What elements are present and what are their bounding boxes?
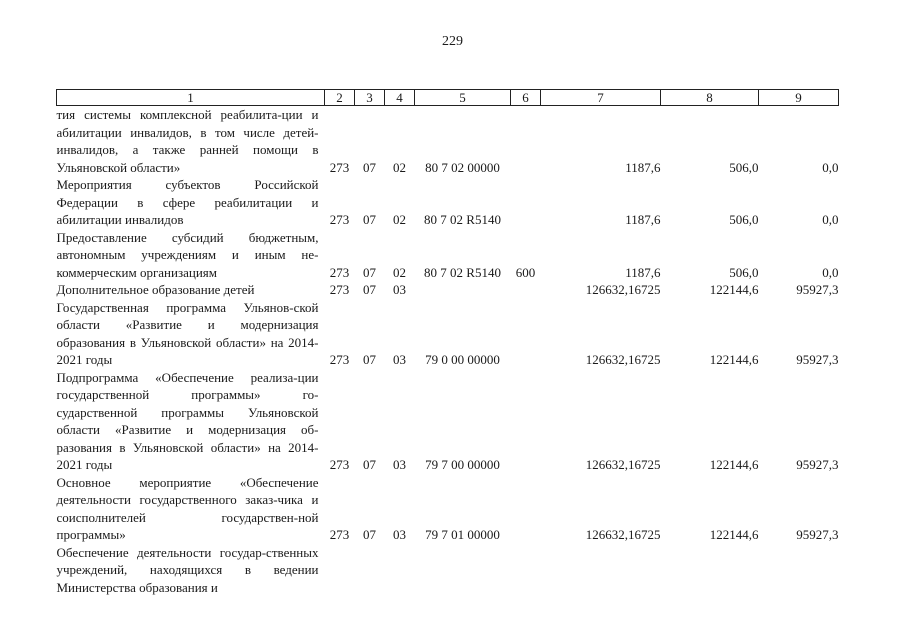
row-subsection-cell: 03 — [393, 527, 406, 542]
column-header: 4 — [385, 90, 415, 106]
column-header: 2 — [325, 90, 355, 106]
row-subsection-cell: 02 — [393, 264, 406, 280]
table-row — [57, 281, 839, 299]
row-subsection-cell — [385, 544, 415, 597]
row-amount-cell: 95927,3 — [796, 282, 839, 297]
row-expense-type-cell — [511, 281, 541, 299]
row-target-article-cell — [415, 544, 511, 597]
row-target-article-cell: 79 7 00 00000 — [425, 457, 500, 472]
row-amount-cell: 95927,3 — [796, 527, 839, 542]
row-section-cell: 07 — [363, 527, 376, 542]
table-header-row — [57, 90, 839, 106]
table-row — [57, 474, 839, 544]
column-header: 9 — [759, 90, 839, 106]
column-header: 7 — [541, 90, 661, 106]
row-name-cell: Мероприятия субъектов Российской Федерации в сфере реабилитации и абилитации инвалидов — [56, 177, 319, 227]
row-amount-cell: 0,0 — [822, 159, 839, 175]
row-code-cell: 273 — [329, 264, 350, 280]
row-expense-type-cell — [511, 106, 541, 177]
table-body — [57, 106, 839, 597]
row-name-cell: тия системы комплексной реабилита-ции и абилитации инвалидов, в том числе детей-инвалидов, а также ранней помощи в Ульяновской области» — [56, 107, 319, 175]
row-name-cell: Государственная программа Ульянов-ской области «Развитие и модернизация образования в Ульяновской области» на 2014-2021 годы — [56, 299, 319, 367]
row-amount-cell: 95927,3 — [796, 352, 839, 367]
table-row — [57, 229, 839, 282]
row-amount-cell: 1187,6 — [625, 159, 661, 175]
row-code-cell: 273 — [329, 527, 350, 542]
table-row — [57, 176, 839, 229]
row-expense-type-cell — [511, 299, 541, 369]
row-target-article-cell: 80 7 02 R5140 — [424, 212, 501, 227]
column-header: 6 — [511, 90, 541, 106]
page-number: 229 — [442, 34, 463, 49]
column-header: 8 — [661, 90, 759, 106]
row-section-cell: 07 — [363, 352, 376, 367]
row-target-article-cell: 80 7 02 00000 — [425, 159, 500, 175]
row-amount-cell — [759, 544, 839, 597]
row-amount-cell: 1187,6 — [625, 212, 661, 227]
row-target-article-cell — [415, 281, 511, 299]
row-name-cell: Обеспечение деятельности государ-ственных учреждений, находящихся в ведении Министерства образования и — [56, 544, 319, 595]
row-section-cell — [355, 544, 385, 597]
row-amount-cell: 95927,3 — [796, 457, 839, 472]
table-row — [57, 299, 839, 369]
row-code-cell — [325, 544, 355, 597]
row-target-article-cell: 80 7 02 R5140 — [424, 264, 501, 280]
row-expense-type-cell — [511, 474, 541, 544]
row-amount-cell: 126632,16725 — [585, 282, 661, 297]
row-amount-cell: 126632,16725 — [585, 527, 661, 542]
row-expense-type-cell — [511, 544, 541, 597]
row-amount-cell — [661, 544, 759, 597]
row-code-cell: 273 — [329, 159, 350, 175]
column-header: 5 — [415, 90, 511, 106]
row-name-cell: Основное мероприятие «Обеспечение деятельности государственного заказ-чика и соисполнителей государствен-ной программы» — [56, 474, 319, 542]
column-header: 3 — [355, 90, 385, 106]
row-name-cell: Подпрограмма «Обеспечение реализа-ции государственной программы» го-сударственной программы Ульяновской области «Развитие и модернизация об-разования в Ульяновской области» на 2014-2021 годы — [56, 369, 319, 472]
row-section-cell: 07 — [363, 212, 376, 227]
row-amount-cell — [541, 544, 661, 597]
row-amount-cell: 122144,6 — [709, 527, 759, 542]
row-amount-cell: 122144,6 — [709, 282, 759, 297]
row-section-cell: 07 — [363, 159, 376, 175]
row-amount-cell: 1187,6 — [625, 264, 661, 280]
row-amount-cell: 126632,16725 — [585, 457, 661, 472]
row-code-cell: 273 — [329, 282, 350, 297]
budget-table — [56, 89, 839, 596]
row-section-cell: 07 — [363, 264, 376, 280]
row-code-cell: 273 — [329, 212, 350, 227]
row-section-cell: 07 — [363, 282, 376, 297]
row-expense-type-cell — [511, 369, 541, 474]
row-amount-cell: 122144,6 — [709, 457, 759, 472]
table-row — [57, 106, 839, 177]
row-amount-cell: 0,0 — [822, 264, 839, 280]
row-amount-cell: 506,0 — [729, 212, 759, 227]
row-section-cell: 07 — [363, 457, 376, 472]
row-subsection-cell: 03 — [393, 282, 406, 297]
row-subsection-cell: 02 — [393, 212, 406, 227]
row-name-cell: Предоставление субсидий бюджетным, автономным учреждениям и иным не-коммерческим организациям — [56, 229, 319, 280]
row-amount-cell: 126632,16725 — [585, 352, 661, 367]
row-code-cell: 273 — [329, 352, 350, 367]
row-name-cell: Дополнительное образование детей — [56, 282, 255, 297]
table-row — [57, 544, 839, 597]
row-amount-cell: 506,0 — [729, 159, 759, 175]
column-header: 1 — [57, 90, 325, 106]
row-target-article-cell: 79 0 00 00000 — [425, 352, 500, 367]
row-subsection-cell: 02 — [393, 159, 406, 175]
row-amount-cell: 0,0 — [822, 212, 839, 227]
row-amount-cell: 506,0 — [729, 264, 759, 280]
row-amount-cell: 122144,6 — [709, 352, 759, 367]
row-code-cell: 273 — [329, 457, 350, 472]
row-subsection-cell: 03 — [393, 352, 406, 367]
row-expense-type-cell — [511, 176, 541, 229]
row-subsection-cell: 03 — [393, 457, 406, 472]
row-target-article-cell: 79 7 01 00000 — [425, 527, 500, 542]
row-expense-type-cell: 600 — [515, 264, 536, 280]
table-row — [57, 369, 839, 474]
